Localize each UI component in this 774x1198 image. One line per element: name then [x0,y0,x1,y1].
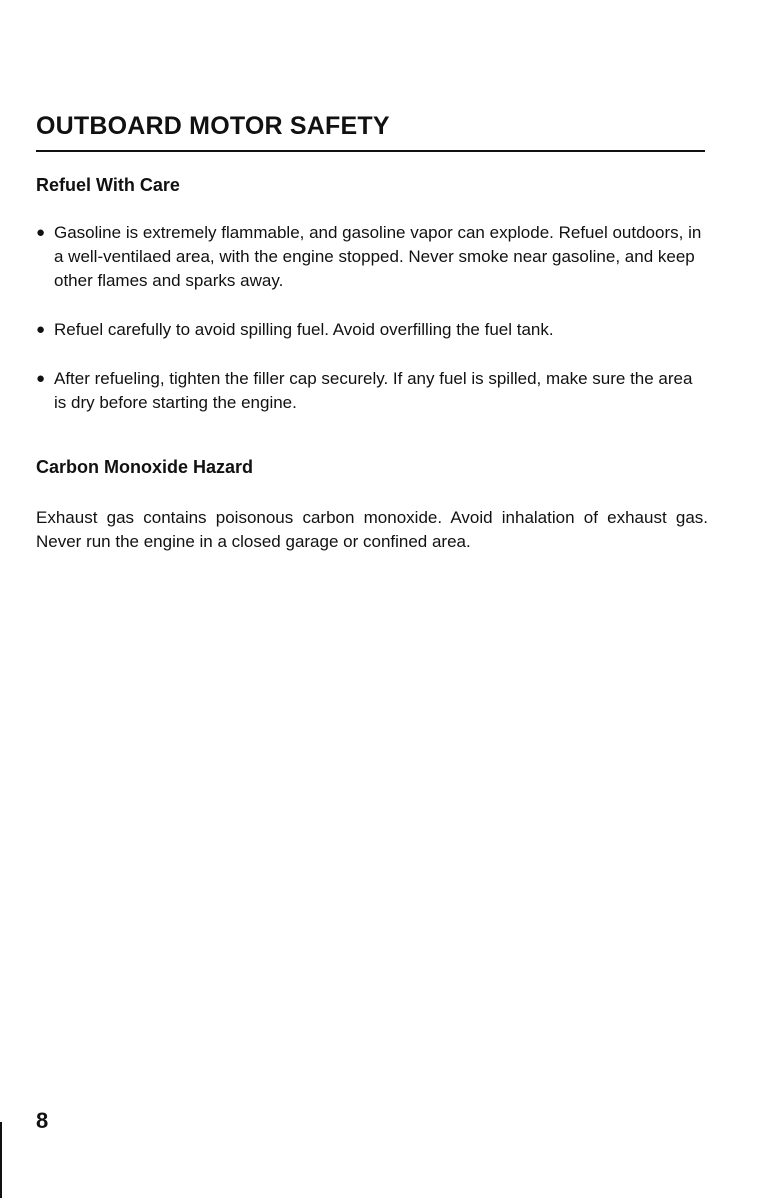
title-rule [36,150,705,152]
bullet-text: Gasoline is extremely flammable, and gasoline vapor can explode. Refuel outdoors, in a well-ventilaed area, with the engine stopped. Never smoke near gasoline, and keep other flames and sparks away. [54,223,702,290]
bullet-icon: ● [36,321,46,338]
bullet-icon: ● [36,370,46,387]
carbon-monoxide-paragraph: Exhaust gas contains poisonous carbon monoxide. Avoid inhalation of exhaust gas. Never run the engine in a closed garage or confined area. [36,508,708,551]
refuel-bullet-3 [36,367,708,415]
page-number: 8 [36,1108,49,1133]
bullet-text: Refuel carefully to avoid spilling fuel. Avoid overfilling the fuel tank. [54,320,554,339]
page-edge-line [0,1122,2,1198]
refuel-bullet-1 [36,221,708,293]
bullet-icon: ● [36,224,46,241]
page-title: OUTBOARD MOTOR SAFETY [36,112,390,140]
refuel-bullet-2 [36,318,708,342]
carbon-monoxide-heading: Carbon Monoxide Hazard [36,457,254,477]
refuel-heading: Refuel With Care [36,175,180,195]
bullet-text: After refueling, tighten the filler cap securely. If any fuel is spilled, make sure the area is dry before starting the engine. [54,369,693,412]
refuel-bullet-list [36,221,708,440]
